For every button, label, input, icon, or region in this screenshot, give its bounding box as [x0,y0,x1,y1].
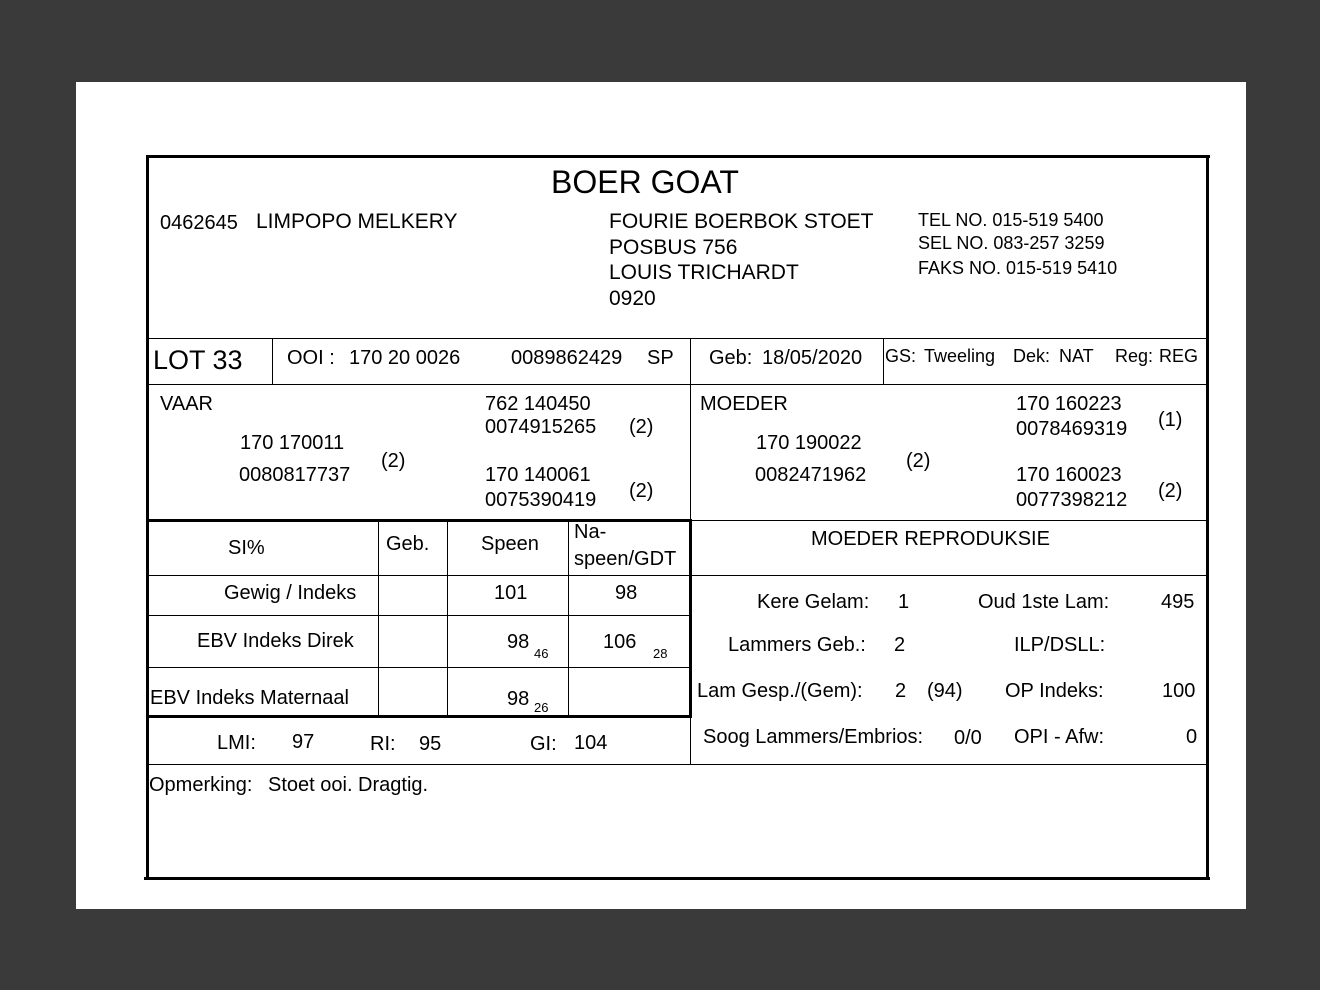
birth-date: 18/05/2020 [762,347,863,369]
frame-left [146,155,149,880]
seller-name: LIMPOPO MELKERY [256,210,458,233]
farm-name: FOURIE BOERBOK STOET [609,210,874,233]
opi-value: 0 [1186,726,1198,748]
lot-number: LOT 33 [153,345,243,375]
row-ebv-direct-naspeen: 106 [603,631,637,653]
sire-sire-count: (2) [629,416,654,438]
divider-geb-cell [883,338,884,384]
ooi-type: SP [647,347,674,369]
contact-faks: FAKS NO. 015-519 5410 [918,258,1118,278]
sire-sire-reg: 0074915265 [485,416,597,438]
divider-si-row1 [148,615,691,616]
divider-si-header [148,575,691,576]
divider-indices-bottom [148,764,1206,765]
ooi-id: 170 20 0026 [349,347,461,369]
kere-value: 1 [898,591,910,613]
divider-si-top [148,519,691,522]
ri-label: RI: [370,733,396,755]
row-weight-label: Gewig / Indeks [224,582,357,604]
row-ebv-direct-label: EBV Indeks Direk [197,630,354,652]
dam-sire-id: 170 160223 [1016,393,1122,415]
divider-repro-top [691,520,1206,521]
naspeen-header-line1: Na- [574,521,607,543]
gesp-label: Lam Gesp./(Gem): [697,680,863,702]
farm-box: POSBUS 756 [609,236,738,259]
si-header: SI% [228,537,265,559]
divider-si-col3 [568,519,569,715]
contact-tel: TEL NO. 015-519 5400 [918,210,1104,230]
frame-right [1206,155,1209,880]
row-weight-speen: 101 [494,582,528,604]
birth-label: Geb: [709,347,753,369]
speen-header: Speen [481,533,539,555]
ooi-label: OOI : [287,347,335,369]
divider-lot [148,384,1206,385]
divider-lot-cell [272,338,273,384]
row-ebv-direct-speen-accuracy: 46 [534,646,549,661]
reproduction-title: MOEDER REPRODUKSIE [811,528,1050,550]
remark-text: Stoet ooi. Dragtig. [268,774,429,796]
dek-label: Dek: [1013,346,1051,366]
sire-dam-reg: 0075390419 [485,489,597,511]
gi-value: 104 [574,732,608,754]
sire-count: (2) [381,450,406,472]
divider-si-bottom [148,715,691,718]
lmi-value: 97 [292,731,315,753]
soog-value: 0/0 [954,727,982,749]
gs-value: Tweeling [924,346,996,366]
oud-value: 495 [1161,591,1195,613]
sire-label: VAAR [160,393,213,415]
kere-label: Kere Gelam: [757,591,870,613]
divider-si-center [689,519,692,718]
farm-town: LOUIS TRICHARDT [609,261,799,284]
sire-dam-id: 170 140061 [485,464,591,486]
frame-bottom [144,877,1210,880]
ilp-label: ILP/DSLL: [1014,634,1106,656]
naspeen-header-line2: speen/GDT [574,548,677,570]
ri-value: 95 [419,733,442,755]
op-label: OP Indeks: [1005,680,1104,702]
seller-code: 0462645 [160,212,238,234]
oud-label: Oud 1ste Lam: [978,591,1110,613]
reg-label: Reg: [1115,346,1154,366]
opi-label: OPI - Afw: [1014,726,1105,748]
row-ebv-maternal-label: EBV Indeks Maternaal [150,687,349,709]
row-ebv-maternal-speen: 98 [507,688,530,710]
reg-value: REG [1159,346,1199,366]
lammers-label: Lammers Geb.: [728,634,866,656]
farm-postcode: 0920 [609,287,656,310]
sire-sire-id: 762 140450 [485,393,591,415]
divider-si-col2 [447,519,448,715]
divider-si-col1 [378,519,379,715]
soog-label: Soog Lammers/Embrios: [703,726,924,748]
document-title: BOER GOAT [551,164,739,200]
dam-sire-count: (1) [1158,409,1183,431]
row-weight-naspeen: 98 [615,582,638,604]
gesp-value: 2 [895,680,907,702]
sire-dam-count: (2) [629,480,654,502]
divider-header [148,338,1206,339]
geb-header: Geb. [386,533,430,555]
remark-label: Opmerking: [149,774,253,796]
dam-reg: 0082471962 [755,464,867,486]
sire-reg: 0080817737 [239,464,351,486]
dam-dam-reg: 0077398212 [1016,489,1128,511]
dam-id: 170 190022 [756,432,862,454]
gesp-average: (94) [927,680,963,702]
divider-repro-header [691,575,1206,576]
row-ebv-maternal-speen-accuracy: 26 [534,700,549,715]
dam-dam-id: 170 160023 [1016,464,1122,486]
row-ebv-direct-naspeen-accuracy: 28 [653,646,668,661]
divider-si-row2 [148,667,691,668]
sire-id: 170 170011 [240,432,345,454]
gs-label: GS: [885,346,917,366]
dek-value: NAT [1059,346,1094,366]
ooi-reg-no: 0089862429 [511,347,623,369]
dam-sire-reg: 0078469319 [1016,418,1128,440]
frame-top [146,155,1210,158]
dam-count: (2) [906,450,931,472]
contact-sel: SEL NO. 083-257 3259 [918,233,1105,253]
dam-label: MOEDER [700,393,788,415]
dam-dam-count: (2) [1158,480,1183,502]
op-value: 100 [1162,680,1196,702]
row-ebv-direct-speen: 98 [507,631,530,653]
gi-label: GI: [530,733,557,755]
lammers-value: 2 [894,634,906,656]
lmi-label: LMI: [217,732,256,754]
